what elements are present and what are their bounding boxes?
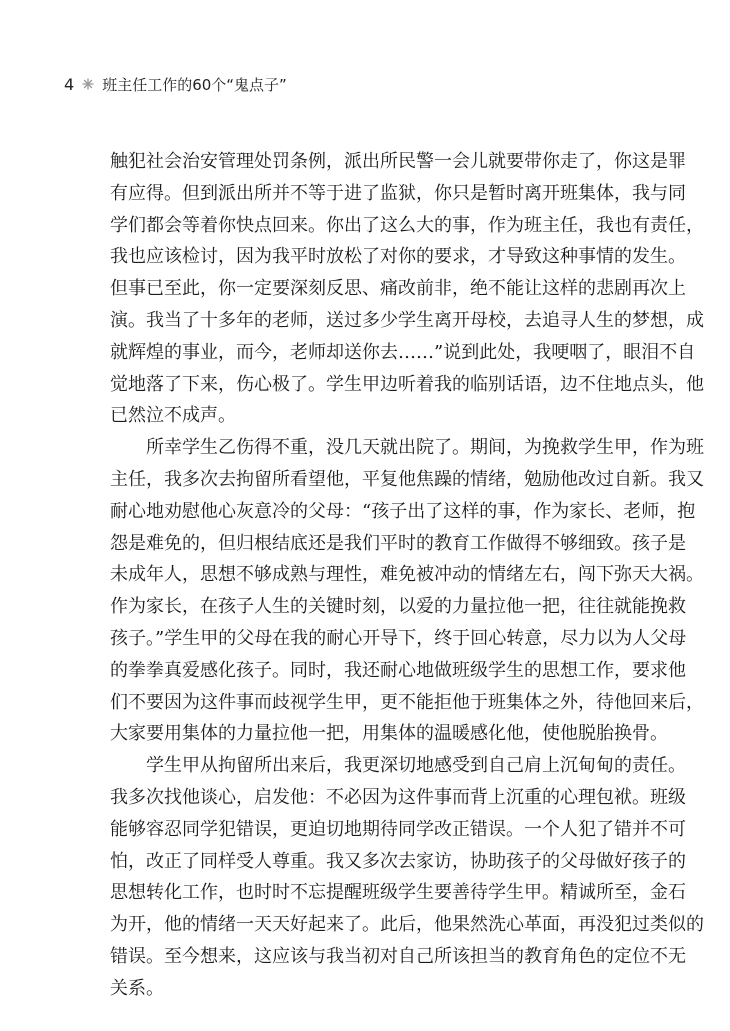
text-line: 已然泣不成声。 (110, 405, 236, 427)
text-line: 我多次找他谈心，启发他：不必因为这件事而背上沉重的心理包袱。班级 (110, 786, 686, 808)
text-line: 能够容忍同学犯错误，更迫切地期待同学改正错误。一个人犯了错并不可 (110, 818, 686, 840)
page-number: 4 (64, 74, 75, 94)
text-line: 但事已至此，你一定要深刻反思、痛改前非，绝不能让这样的悲剧再次上 (110, 278, 686, 300)
text-line: 学生甲从拘留所出来后，我更深切地感受到自己肩上沉甸甸的责任。 (146, 755, 686, 777)
paragraph (110, 432, 704, 750)
text-line: 们不要因为这件事而歧视学生甲，更不能拒他于班集体之外，待他回来后， (110, 691, 704, 713)
text-line: 触犯社会治安管理处罚条例，派出所民警一会儿就要带你走了，你这是罪 (110, 151, 686, 172)
text-line: 关系。 (110, 977, 164, 999)
text-line: 学们都会等着你快点回来。你出了这么大的事，作为班主任，我也有责任， (110, 214, 704, 236)
text-line: 的拳拳真爱感化孩子。同时，我还耐心地做班级学生的思想工作，要求他 (110, 659, 686, 681)
text-line: 我也应该检讨，因为我平时放松了对你的要求，才导致这种事情的发生。 (110, 246, 686, 268)
text-line: 作为家长，在孩子人生的关键时刻，以爱的力量拉他一把，往往就能挽救 (110, 596, 686, 618)
asterisk-ornament-icon (82, 78, 94, 90)
paragraph (110, 750, 704, 1004)
text-line: 就辉煌的事业，而今，老师却送你去……”说到此处，我哽咽了，眼泪不自 (110, 341, 696, 363)
text-line: 大家要用集体的力量拉他一把，用集体的温暖感化他，使他脱胎换骨。 (110, 723, 668, 745)
text-line: 未成年人，思想不够成熟与理性，难免被冲动的情绪左右，闯下弥天大祸。 (110, 564, 704, 586)
text-line: 思想转化工作，也时时不忘提醒班级学生要善待学生甲。精诚所至，金石 (110, 882, 686, 904)
text-line: 怨是难免的，但归根结底还是我们平时的教育工作做得不够细致。孩子是 (110, 532, 686, 554)
text-line: 主任，我多次去拘留所看望他，平复他焦躁的情绪，勉励他改过自新。我又 (110, 468, 704, 490)
running-header (64, 72, 287, 96)
text-line: 耐心地劝慰他心灰意冷的父母：“孩子出了这样的事，作为家长、老师，抱 (110, 500, 696, 522)
text-line: 怕，改正了同样受人尊重。我又多次去家访，协助孩子的父母做好孩子的 (110, 850, 686, 872)
text-line: 错误。至今想来，这应该与我当初对自己所该担当的教育角色的定位不无 (110, 945, 686, 967)
text-line: 觉地落了下来，伤心极了。学生甲边听着我的临别话语，边不住地点头，他 (110, 373, 704, 395)
paragraph (110, 146, 704, 432)
text-line: 为开，他的情绪一天天好起来了。此后，他果然洗心革面，再没犯过类似的 (110, 914, 704, 936)
text-line: 演。我当了十多年的老师，送过多少学生离开母校，去追寻人生的梦想，成 (110, 309, 704, 331)
text-line: 有应得。但到派出所并不等于进了监狱，你只是暂时离开班集体，我与同 (110, 182, 686, 204)
book-title: 班主任工作的60个“鬼点子” (102, 75, 287, 94)
text-line: 所幸学生乙伤得不重，没几天就出院了。期间，为挽救学生甲，作为班 (146, 437, 704, 459)
body-text (110, 146, 704, 1005)
text-line: 孩子。”学生甲的父母在我的耐心开导下，终于回心转意，尽力以为人父母 (110, 627, 687, 649)
